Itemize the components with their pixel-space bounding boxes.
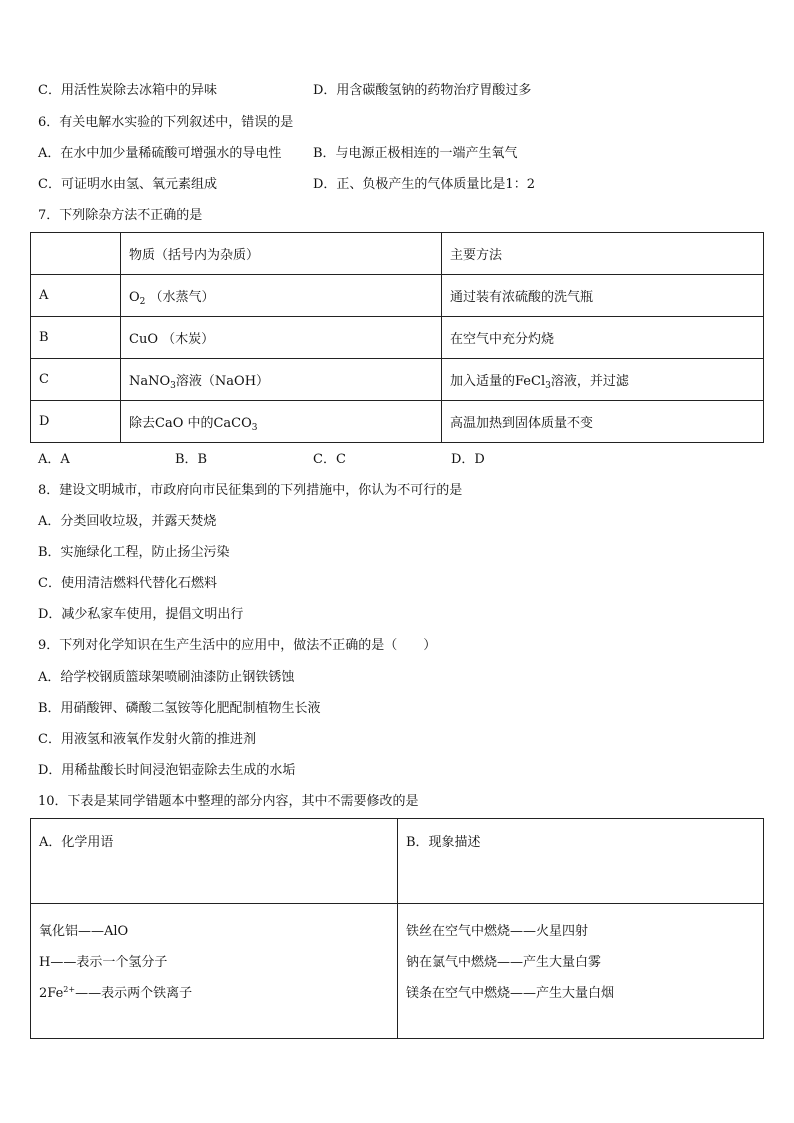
chem-terms-cell [31, 904, 398, 1039]
table-header-row [31, 233, 764, 275]
table-row [31, 359, 764, 401]
list-item: $2Fe^{2+}——$表示两个铁离子 [39, 985, 193, 1001]
table-row [31, 401, 764, 443]
table-row [31, 317, 764, 359]
phenomena-cell [398, 904, 764, 1039]
table-header-a: A．化学用语 [31, 819, 398, 904]
q8-option-d: D．减少私家车使用，提倡文明出行 [38, 607, 244, 622]
q6-stem: 6．有关电解水实验的下列叙述中，错误的是 [38, 115, 294, 130]
table-cell [31, 233, 121, 275]
q7-stem: 7．下列除杂方法不正确的是 [38, 208, 203, 223]
row-label: A [31, 275, 121, 317]
row-method: 加入适量的FeCl$_3$溶液，并过滤 [442, 359, 764, 401]
q9-option-d: D．用稀盐酸长时间浸泡铝壶除去生成的水垢 [38, 763, 296, 778]
q9-option-a: A．给学校钢质篮球架喷刷油漆防止钢铁锈蚀 [38, 670, 295, 685]
row-substance: NaNO$_3$溶液（NaOH） [121, 359, 442, 401]
q8-option-a: A．分类回收垃圾，并露天焚烧 [38, 514, 217, 529]
table-header-method: 主要方法 [442, 233, 764, 275]
row-label: B [31, 317, 121, 359]
q5-option-c: C．用活性炭除去冰箱中的异味 [38, 83, 217, 98]
q7-answer-d: D．D [451, 452, 485, 467]
q7-answer-c: C．C [313, 452, 346, 467]
list-item: 氧化铝——AlO [39, 924, 129, 939]
row-label: C [31, 359, 121, 401]
q7-answer-a: A．A [38, 452, 70, 467]
q6-option-a: A．在水中加少量稀硫酸可增强水的导电性 [38, 146, 282, 161]
row-substance: $O_2$ （水蒸气） [121, 275, 442, 317]
row-method: 通过装有浓硫酸的洗气瓶 [442, 275, 764, 317]
list-item: 钠在氯气中燃烧——产生大量白雾 [406, 955, 602, 970]
table-header-substance: 物质（括号内为杂质） [121, 233, 442, 275]
q6-option-b: B．与电源正极相连的一端产生氧气 [313, 146, 518, 161]
q8-option-b: B．实施绿化工程，防止扬尘污染 [38, 545, 230, 560]
row-method: 在空气中充分灼烧 [442, 317, 764, 359]
q8-option-c: C．使用清洁燃料代替化石燃料 [38, 576, 217, 591]
list-item: 镁条在空气中燃烧——产生大量白烟 [406, 986, 615, 1001]
table-header-row [31, 819, 764, 904]
list-item: 铁丝在空气中燃烧——火星四射 [406, 924, 589, 939]
table-header-b: B．现象描述 [398, 819, 764, 904]
q10-table [30, 818, 764, 1039]
q6-option-d: D．正、负极产生的气体质量比是1：2 [313, 177, 535, 192]
q8-stem: 8．建设文明城市，市政府向市民征集到的下列措施中，你认为不可行的是 [38, 483, 463, 498]
q9-stem: 9．下列对化学知识在生产生活中的应用中，做法不正确的是（ ） [38, 638, 437, 653]
list-item: H——表示一个氢分子 [39, 955, 168, 970]
q9-option-c: C．用液氢和液氧作发射火箭的推进剂 [38, 732, 256, 747]
q7-answer-b: B．B [175, 452, 208, 467]
q5-option-d: D．用含碳酸氢钠的药物治疗胃酸过多 [313, 83, 532, 98]
row-method: 高温加热到固体质量不变 [442, 401, 764, 443]
row-substance: CuO （木炭） [121, 317, 442, 359]
row-label: D [31, 401, 121, 443]
table-row [31, 904, 764, 1039]
q7-table [30, 232, 764, 443]
q6-option-c: C．可证明水由氢、氧元素组成 [38, 177, 217, 192]
row-substance: 除去CaO 中的CaCO$_3$ [121, 401, 442, 443]
table-row [31, 275, 764, 317]
q10-stem: 10．下表是某同学错题本中整理的部分内容，其中不需要修改的是 [38, 794, 419, 809]
q9-option-b: B．用硝酸钾、磷酸二氢铵等化肥配制植物生长液 [38, 701, 321, 716]
